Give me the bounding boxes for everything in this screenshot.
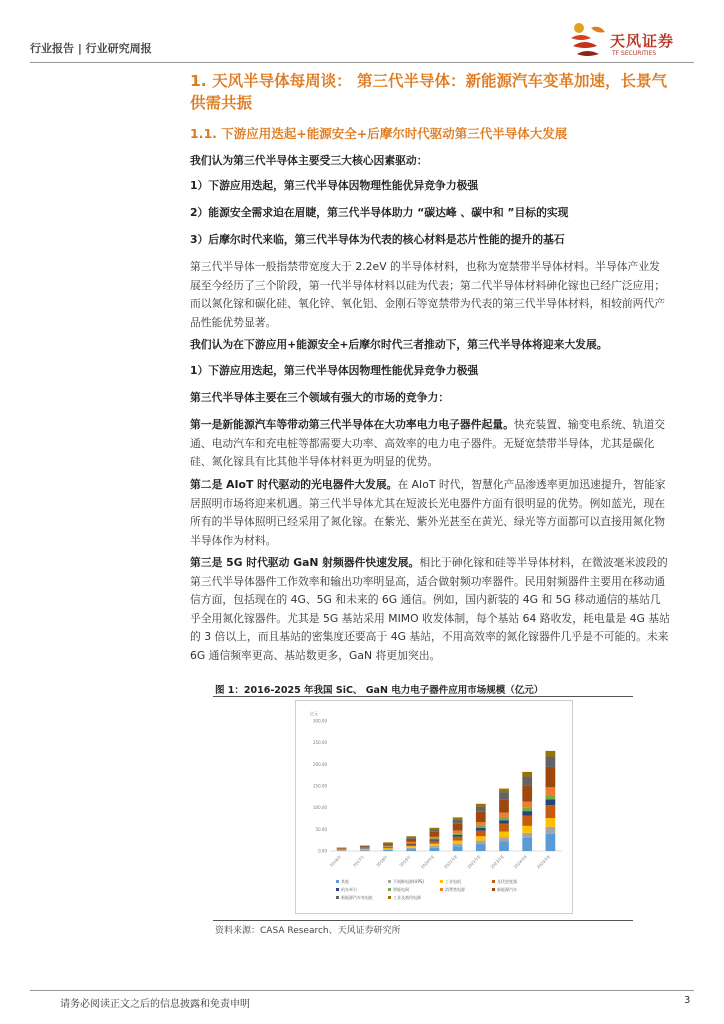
legend-swatch: [388, 888, 391, 891]
bar-segment: [406, 839, 416, 842]
figure-top-rule: [213, 696, 633, 697]
x-tick-label: 2019年: [398, 854, 412, 868]
subsection-heading: 1.1. 下游应用迭起+能源安全+后摩尔时代驱动第三代半导体大发展: [190, 126, 568, 141]
x-tick-label: 2025年E: [535, 854, 552, 870]
bar-segment: [499, 799, 509, 812]
bar-segment: [546, 757, 556, 767]
bar-segment: [406, 837, 416, 839]
y-tick-label: 200.00: [313, 761, 327, 767]
driver-item-1: 1）下游应用迭起，第三代半导体因物理性能优异竞争力极强: [190, 179, 479, 192]
bar-segment: [522, 776, 532, 785]
bar-segment: [522, 785, 532, 801]
y-tick-label: 150.00: [313, 783, 327, 789]
bar-segment: [453, 844, 463, 847]
bar-segment: [360, 846, 370, 847]
x-tick-label: 2024年E: [512, 854, 528, 870]
bar-segment: [522, 815, 532, 825]
bar-segment: [499, 813, 509, 818]
y-tick-label: 300.00: [313, 718, 327, 724]
x-tick-label: 2016年: [328, 854, 343, 868]
driver-item-2: 2）能源安全需求迫在眉睫，第三代半导体助力 “碳达峰 、碳中和 ”目标的实现: [190, 206, 569, 219]
page-number: 3: [684, 995, 691, 1006]
bar-segment: [406, 848, 416, 849]
logo-subtext: TF SECURITIES: [612, 50, 657, 57]
section-heading: 1. 天风半导体每周谈： 第三代半导体：新能源汽车变革加速，长景气供需共振: [190, 72, 667, 112]
figure-source: 资料来源：CASA Research、天风证券研究所: [215, 926, 401, 936]
x-tick-label: 2018年: [375, 854, 389, 868]
field-2-lead: 第二是 AIoT 时代驱动的光电器件大发展。: [190, 478, 398, 491]
bar-segment: [499, 832, 509, 838]
y-tick-label: 100.00: [313, 805, 327, 811]
field-3-body: 相比于砷化镓和硅等半导体材料，在微波毫米波段的第三代半导体器件工作效率和输出功率明显高，适合做射频功率器件。民用射频器件主要用在移动通信方面，包括现在的 4G、5G 和未来的 6G 通信。例如，国内新装的 4G 和 5G 移动通信的基站几乎全用氮化镓器件。尤其是 5G 基站采用 MIMO 收发体制，每个基站 64 路收发，耗电量是 4G 基站的 3 倍以上，而且基站的密集度还要高于 4G 基站，不用高效率的氮化镓器件几乎是不可能的。未来 6G 通信频率更高、基站数更多，GaN 将更加突出。: [190, 556, 670, 662]
bar-segment: [476, 822, 486, 826]
bar-segment: [383, 842, 393, 843]
bar-segment: [499, 824, 509, 832]
field-1-lead: 第一是新能源汽车等带动第三代半导体在大功率电力电子器件起量。: [190, 418, 514, 431]
bar-segment: [360, 849, 370, 850]
x-tick-label: 2020年E: [419, 854, 436, 870]
bar-segment: [406, 843, 416, 844]
legend-label: 工业及商用电源: [393, 895, 421, 900]
bar-segment: [546, 799, 556, 805]
field-1-body: 快充装置、输变电系统、轨道交通、电动汽车和充电桩等都需要大功率、高效率的电力电子器件。无疑宽禁带半导体，尤其是碳化硅、氮化镓具有比其他半导体材料更为明显的优势。: [190, 418, 666, 468]
legend-swatch: [388, 880, 391, 883]
bar-segment: [499, 841, 509, 851]
legend-swatch: [492, 880, 495, 883]
legend-swatch: [336, 896, 339, 899]
x-tick-label: 2023年E: [489, 854, 505, 870]
bar-segment: [430, 828, 440, 829]
bar-segment: [406, 844, 416, 845]
legend-label: 机车牵引: [341, 887, 357, 892]
bar-segment: [499, 792, 509, 799]
bar-segment: [522, 838, 532, 851]
bar-segment: [406, 849, 416, 851]
bar-segment: [430, 837, 440, 839]
bar-segment: [383, 846, 393, 847]
bar-segment: [476, 844, 486, 851]
bar-segment: [430, 840, 440, 841]
bar-segment: [522, 808, 532, 811]
legend-label: 光伏逆变器: [497, 879, 517, 884]
bar-segment: [430, 844, 440, 846]
figure-caption: 图 1：2016-2025 年我国 SiC、 GaN 电力电子器件应用市场规模（亿元）: [215, 685, 544, 696]
bar-segment: [406, 842, 416, 843]
bar-segment: [453, 819, 463, 823]
bar-segment: [337, 848, 347, 849]
bar-segment: [476, 804, 486, 807]
bar-segment: [430, 846, 440, 848]
field-3-lead: 第三是 5G 时代驱动 GaN 射频器件快速发展。: [190, 556, 420, 569]
bar-segment: [360, 849, 370, 850]
bar-segment: [430, 848, 440, 851]
bar-segment: [383, 849, 393, 850]
bar-segment: [406, 836, 416, 837]
legend-swatch: [440, 880, 443, 883]
bar-segment: [499, 817, 509, 820]
bar-segment: [453, 831, 463, 834]
bar-segment: [522, 802, 532, 808]
legend-swatch: [336, 880, 339, 883]
figure-bottom-rule: [213, 920, 633, 921]
bar-segment: [476, 831, 486, 837]
legend-label: 新能源汽车: [497, 887, 517, 892]
field-2-body: 在 AIoT 时代，智慧化产品渗透率更加迅速提升，智能家居照明市场将迎来机遇。第三代半导体尤其在短波长光电器件方面有很明显的优势。例如蓝光，现在所有的半导体照明已经采用了氮化镓。在紫光、紫外光甚至在黄光、绿光等方面都可以直接用氮化物半导体作为材料。: [190, 478, 666, 547]
y-tick-label: 50.00: [315, 826, 327, 832]
legend-label: 工业电机: [445, 879, 461, 884]
footer-divider: [30, 990, 694, 991]
subpoint-heading: 1）下游应用迭起，第三代半导体因物理性能优异竞争力极强: [190, 364, 479, 377]
bar-segment: [546, 805, 556, 818]
bar-segment: [360, 850, 370, 851]
bar-segment: [406, 846, 416, 848]
x-tick-label: 2021年E: [442, 854, 459, 870]
paragraph-field-3: [190, 554, 670, 665]
summary-sentence: 我们认为在下游应用+能源安全+后摩尔时代三者推动下，第三代半导体将迎来大发展。: [190, 338, 608, 351]
bar-segment: [383, 850, 393, 851]
bar-segment: [476, 806, 486, 811]
bar-segment: [453, 833, 463, 835]
bar-segment: [522, 811, 532, 815]
bar-segment: [453, 823, 463, 830]
bar-segment: [360, 850, 370, 851]
bar-segment: [430, 841, 440, 844]
bar-segment: [453, 817, 463, 819]
bar-segment: [499, 789, 509, 792]
bar-segment: [453, 837, 463, 841]
bar-segment: [522, 826, 532, 833]
legend-label: 不间断电源(UPS): [393, 879, 424, 884]
legend-swatch: [492, 888, 495, 891]
legend-swatch: [336, 888, 339, 891]
bar-segment: [430, 832, 440, 837]
bar-segment: [383, 848, 393, 849]
bar-segment: [546, 827, 556, 834]
tf-logo-icon: [565, 20, 611, 62]
bar-segment: [546, 834, 556, 851]
y-axis-label: 亿元: [310, 711, 318, 716]
bar-segment: [546, 795, 556, 799]
footer-disclaimer: 请务必阅读正文之后的信息披露和免责申明: [60, 999, 250, 1010]
y-tick-label: 250.00: [313, 740, 327, 746]
legend-label: 新能源汽车充电桩: [341, 895, 373, 900]
x-tick-label: 2017年: [351, 854, 366, 868]
bar-segment: [453, 835, 463, 837]
bar-segment: [546, 818, 556, 827]
bar-segment: [476, 836, 486, 840]
bar-segment: [476, 841, 486, 844]
bar-segment: [430, 838, 440, 839]
driver-item-3: 3）后摩尔时代来临，第三代半导体为代表的核心材料是芯片性能的提升的基石: [190, 233, 565, 246]
bar-segment: [546, 767, 556, 787]
bar-segment: [476, 826, 486, 828]
legend-swatch: [440, 888, 443, 891]
bar-segment: [499, 837, 509, 841]
header-divider: [30, 62, 694, 63]
bar-segment: [383, 847, 393, 848]
bar-segment: [546, 751, 556, 757]
bar-segment: [406, 845, 416, 847]
bar-segment: [453, 846, 463, 851]
bar-segment: [499, 820, 509, 823]
bar-segment: [476, 812, 486, 822]
legend-label: 智能电网: [393, 887, 409, 892]
chart-frame: [295, 700, 573, 914]
bar-segment: [430, 829, 440, 832]
bar-segment: [383, 843, 393, 844]
bar-segment: [453, 841, 463, 844]
x-tick-label: 2022年E: [466, 854, 482, 870]
bar-segment: [546, 787, 556, 795]
drivers-intro: 我们认为第三代半导体主要受三大核心因素驱动：: [190, 154, 428, 167]
bar-segment: [522, 772, 532, 777]
legend-swatch: [388, 896, 391, 899]
competitiveness-intro: 第三代半导体主要在三个领域有强大的市场的竞争力：: [190, 391, 450, 404]
bar-segment: [383, 844, 393, 846]
stacked-bar-chart: [296, 701, 572, 913]
bar-segment: [360, 846, 370, 847]
report-category: 行业报告 | 行业研究周报: [30, 42, 152, 55]
bar-segment: [476, 828, 486, 831]
paragraph-generations: 第三代半导体一般指禁带宽度大于 2.2eV 的半导体材料，也称为宽禁带半导体材料。半导体产业发展至今经历了三个阶段，第一代半导体材料以硅为代表；第二代半导体材料砷化镓也已经广泛应用；而以氮化镓和碳化硅、氧化锌、氧化铝、金刚石等宽禁带为代表的第三代半导体材料，相较前两代产品性能优势显著。: [190, 260, 666, 329]
bar-segment: [383, 847, 393, 848]
paragraph-field-1: [190, 416, 670, 472]
legend-label: 其他: [341, 879, 349, 884]
bar-segment: [522, 833, 532, 838]
legend-label: 消费类电源: [445, 887, 465, 892]
y-tick-label: 0.00: [318, 848, 327, 854]
logo-text: 天风证券: [610, 32, 675, 50]
paragraph-field-2: [190, 476, 670, 550]
